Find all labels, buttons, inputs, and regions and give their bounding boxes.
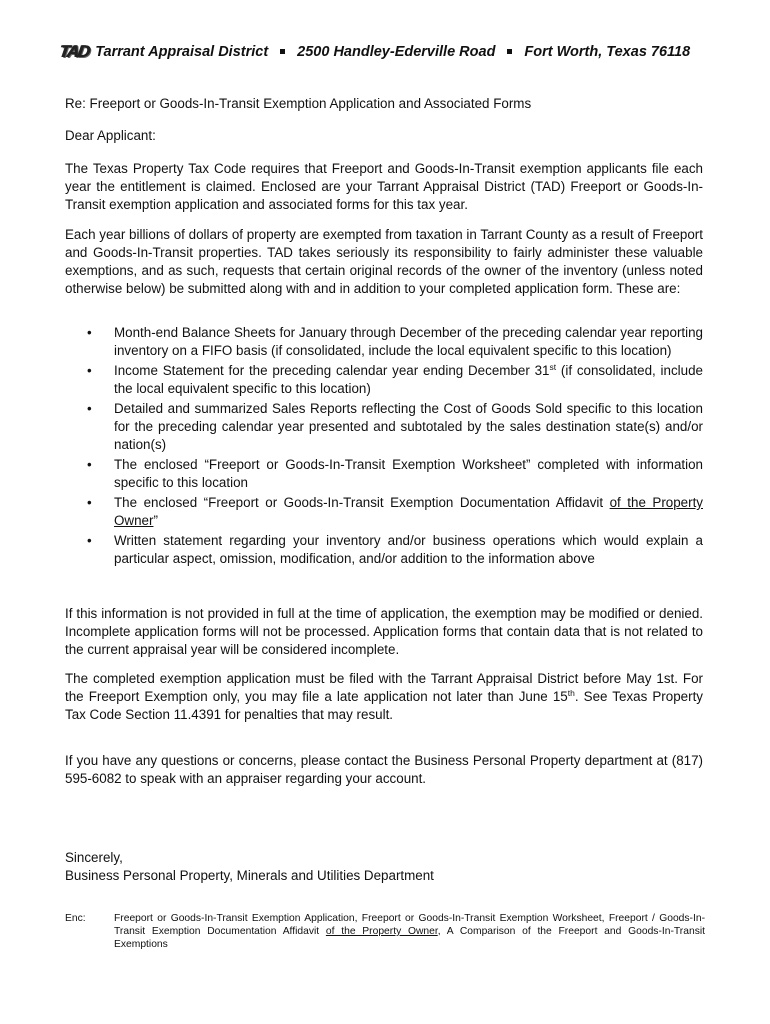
enclosures-label: Enc: bbox=[65, 913, 86, 924]
paragraph-contact bbox=[65, 752, 703, 788]
paragraph-deadline bbox=[65, 670, 703, 724]
paragraph-text: Each year billions of dollars of property are exempted from taxation in Tarrant County as a result of Freeport and Goods-In-Transit properties. TAD takes seriously its responsibility to fairly administer these valuable exemptions, and as such, requests that certain original records of the owner of the inventory (unless noted otherwise below) be submitted along with and in addition to your completed application form. These are: bbox=[65, 227, 703, 296]
list-item-text: Detailed and summarized Sales Reports reflecting the Cost of Goods Sold specific to this location for the preceding calendar year presented and subtotaled by the sales destination state(s) and/or nation(s) bbox=[114, 401, 703, 452]
separator-square-icon bbox=[507, 49, 512, 54]
paragraph-incomplete-warning bbox=[65, 605, 703, 659]
ordinal-suffix: th bbox=[567, 688, 575, 698]
list-item-text: Month-end Balance Sheets for January through December of the preceding calendar year reporting inventory on a FIFO basis (if consolidated, include the local equivalent specific to this location) bbox=[114, 325, 703, 358]
subject-line bbox=[65, 95, 703, 113]
deadline-text: . See Texas Property Tax Code Section 11.4391 for penalties that may result. bbox=[65, 689, 703, 722]
paragraph-text bbox=[65, 670, 703, 724]
list-item-text: Income Statement for the preceding calendar year ending December 31 bbox=[114, 363, 550, 378]
bullet-icon: • bbox=[87, 495, 92, 510]
salutation-text: Dear Applicant: bbox=[65, 128, 156, 143]
list-item bbox=[65, 494, 703, 530]
ordinal-suffix: st bbox=[549, 362, 557, 372]
list-item bbox=[65, 456, 703, 492]
bullet-icon: • bbox=[87, 457, 92, 472]
enclosures-list bbox=[114, 912, 705, 951]
list-item bbox=[65, 400, 703, 454]
bullet-icon: • bbox=[87, 363, 92, 378]
closing-block bbox=[65, 849, 703, 885]
paragraph-text: If you have any questions or concerns, please contact the Business Personal Property department at (817) 595-6082 to speak with an appraiser regarding your account. bbox=[65, 753, 703, 786]
bullet-icon: • bbox=[87, 401, 92, 416]
salutation bbox=[65, 127, 703, 145]
required-records-list bbox=[65, 324, 703, 570]
subject-text: Re: Freeport or Goods-In-Transit Exemption Application and Associated Forms bbox=[65, 96, 532, 111]
separator-square-icon bbox=[280, 49, 285, 54]
list-item bbox=[65, 362, 703, 398]
enclosures-text: Freeport or Goods-In-Transit Exemption Application, Freeport or Goods-In-Transit Exemption Worksheet, Freeport / Goods-In-Transit Exemption Documentation Affidavit bbox=[114, 913, 705, 937]
list-item-text: The enclosed “Freeport or Goods-In-Transit Exemption Worksheet” completed with information specific to this location bbox=[114, 457, 703, 490]
street-address: 2500 Handley-Ederville Road bbox=[297, 44, 496, 60]
paragraph-requirements bbox=[65, 226, 703, 298]
paragraph-intro bbox=[65, 160, 703, 214]
paragraph-text: The Texas Property Tax Code requires that Freeport and Goods-In-Transit exemption applicants file each year the entitlement is claimed. Enclosed are your Tarrant Appraisal District (TAD) Freeport or Goods-In-Transit exemption application and associated forms for this tax year. bbox=[65, 161, 703, 212]
list-item-text: ” bbox=[153, 513, 158, 528]
bullet-icon: • bbox=[87, 325, 92, 340]
deadline-text: The completed exemption application must be filed with the Tarrant Appraisal District before May 1st. For the Freeport Exemption only, you may file a late application not later than June 15 bbox=[65, 671, 703, 704]
underlined-text: of the Property Owner bbox=[325, 926, 438, 937]
enclosures bbox=[65, 912, 705, 951]
bullet-icon: • bbox=[87, 533, 92, 548]
list-item bbox=[65, 324, 703, 360]
closing-text: Sincerely, bbox=[65, 850, 123, 865]
city-state-zip: Fort Worth, Texas 76118 bbox=[524, 44, 691, 60]
tad-logo: TAD bbox=[58, 42, 91, 61]
list-item-text: (if consolidated, include the local equivalent specific to this location) bbox=[114, 363, 703, 396]
enclosures-text: , A Comparison of the Freeport and Goods-In-Transit Exemptions bbox=[114, 926, 705, 950]
list-item-text: The enclosed “Freeport or Goods-In-Transit Exemption Documentation Affidavit bbox=[114, 495, 610, 510]
organization-name: Tarrant Appraisal District bbox=[95, 44, 269, 60]
paragraph-text: If this information is not provided in full at the time of application, the exemption may be modified or denied. Incomplete application forms will not be processed. Application forms that contain data that is not related to the current appraisal year will be considered incomplete. bbox=[65, 606, 703, 657]
list-item-text: Written statement regarding your inventory and/or business operations which would explain a particular aspect, omission, modification, and/or addition to the information above bbox=[114, 533, 703, 566]
signature-department: Business Personal Property, Minerals and Utilities Department bbox=[65, 868, 434, 883]
underlined-text: of the Property Owner bbox=[114, 495, 703, 528]
list-item bbox=[65, 532, 703, 568]
letterhead bbox=[60, 40, 720, 64]
